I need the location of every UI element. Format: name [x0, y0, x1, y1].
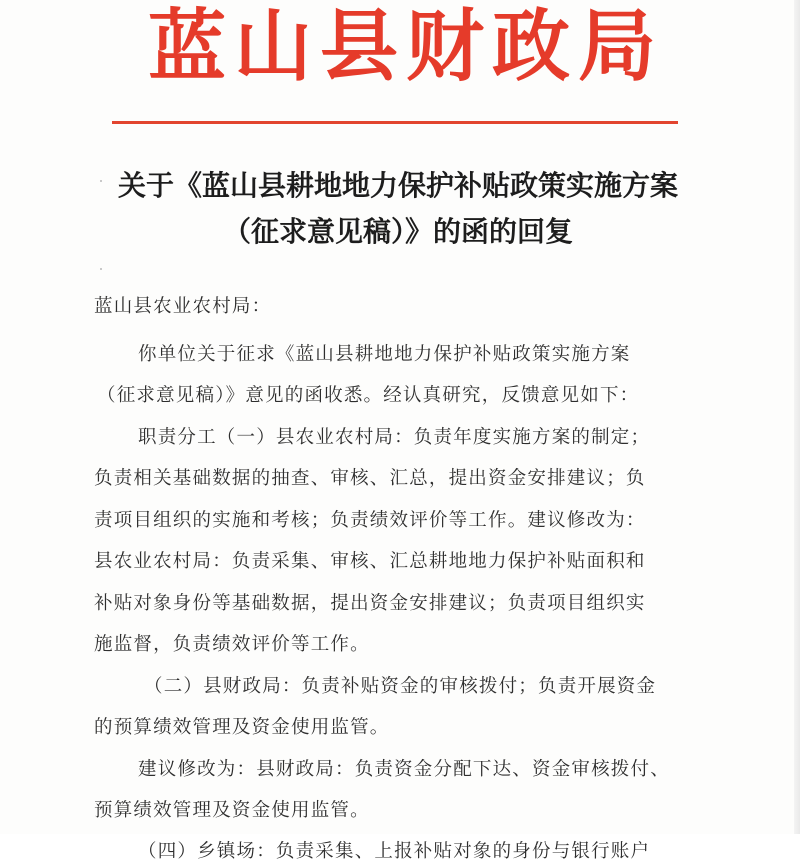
scan-speck [100, 268, 102, 270]
body-line: （二）县财政局：负责补贴资金的审核拨付；负责开展资金 [144, 676, 657, 697]
body-line: 的预算绩效管理及资金使用监管。 [94, 717, 390, 738]
body-line: 责项目组织的实施和考核；负责绩效评价等工作。建议修改为： [94, 510, 646, 531]
body-line: （四）乡镇场：负责采集、上报补贴对象的身份与银行账户 [138, 841, 651, 862]
body-line: 建议修改为：县财政局：负责资金分配下达、资金审核拨付、 [138, 759, 670, 780]
title-line-2: （征求意见稿）》的函的回复 [222, 215, 573, 248]
body-line: 县农业农村局：负责采集、审核、汇总耕地地力保护补贴面积和 [94, 551, 646, 572]
body-line: 负责相关基础数据的抽查、审核、汇总，提出资金安排建议；负 [94, 468, 646, 489]
page-edge-shadow [794, 0, 800, 834]
addressee: 蓝山县农业农村局： [94, 296, 272, 317]
document-title [88, 163, 708, 255]
body-line: 预算绩效管理及资金使用监管。 [94, 800, 370, 821]
letterhead-red-rule [112, 121, 678, 124]
body-line: （征求意见稿）》意见的函收悉。经认真研究，反馈意见如下： [97, 385, 640, 406]
body-line: 你单位关于征求《蓝山县耕地地力保护补贴政策实施方案 [138, 344, 631, 365]
scan-speck [100, 180, 102, 182]
body-line: 职责分工（一）县农业农村局：负责年度实施方案的制定； [138, 427, 651, 448]
body-line: 施监督，负责绩效评价等工作。 [94, 634, 370, 655]
title-line-1: 关于《蓝山县耕地地力保护补贴政策实施方案 [117, 169, 678, 202]
body-line: 补贴对象身份等基础数据，提出资金安排建议；负责项目组织实 [94, 593, 646, 614]
letterhead-masthead: 蓝山县财政局 [148, 1, 665, 92]
